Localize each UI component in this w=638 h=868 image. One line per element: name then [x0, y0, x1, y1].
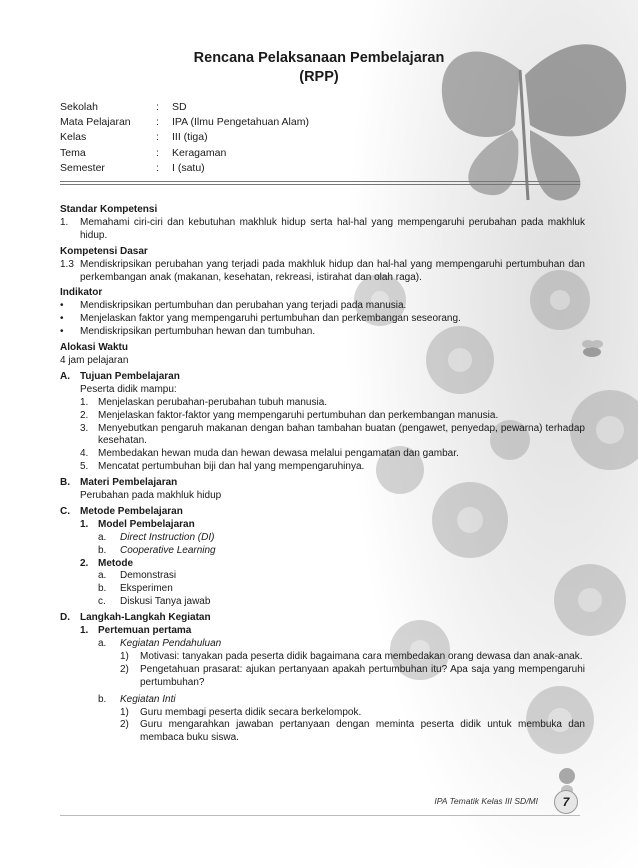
subsection-title: Metode: [98, 557, 133, 569]
info-row: [60, 161, 309, 176]
info-colon: :: [156, 116, 159, 129]
list-item: [98, 570, 585, 583]
section-a-body: [60, 384, 585, 474]
info-value: IPA (Ilmu Pengetahuan Alam): [172, 116, 309, 129]
item-letter: a.: [98, 531, 107, 543]
subsection-heading: [80, 558, 585, 571]
item-number: 1): [120, 650, 129, 662]
section-c-heading: [60, 506, 585, 519]
item-number: 5.: [80, 461, 89, 473]
info-key: Semester: [60, 161, 105, 174]
item-letter: a.: [98, 638, 107, 649]
info-value: I (satu): [172, 161, 205, 174]
item-text: Memahami ciri-ciri dan kebutuhan makhluk hidup serta hal-hal yang mempengaruhi perubahan pada makhluk hidup.: [80, 216, 585, 241]
page-number: 7: [554, 790, 578, 814]
divider: [60, 181, 580, 182]
subsection-heading: [80, 625, 585, 638]
list-item: [98, 532, 585, 545]
item-text: Motivasi: tanyakan pada peserta didik bagaimana cara membedakan orang dewasa dan anak-anak.: [140, 650, 583, 662]
alokasi-text: 4 jam pelajaran: [60, 354, 129, 366]
info-colon: :: [156, 101, 159, 113]
section-a-intro: Peserta didik mampu:: [80, 383, 177, 395]
info-key: Tema: [60, 146, 86, 159]
item-number: 1.: [80, 518, 89, 530]
kompetensi-item: [60, 259, 585, 285]
list-item: [120, 719, 585, 745]
item-number: 2.: [80, 557, 89, 569]
list-item: [80, 423, 585, 449]
bullet: •: [60, 313, 64, 325]
item-text: Guru mengarahkan jawaban pertanyaan dengan meminta peserta didik untuk membuka dan membaca buku siswa.: [140, 719, 585, 744]
item-number: 1.: [80, 625, 89, 637]
subsection-title: Model Pembelajaran: [98, 518, 195, 530]
indikator-item: [60, 300, 585, 313]
info-colon: :: [156, 146, 159, 159]
indikator-heading: Indikator: [60, 287, 103, 299]
section-title: Materi Pembelajaran: [80, 477, 178, 489]
item-letter: b.: [98, 583, 107, 595]
item-letter: c.: [98, 596, 106, 608]
info-row: [60, 130, 309, 145]
item-text: Cooperative Learning: [120, 544, 216, 556]
item-text: Mendiskripsikan perubahan yang terjadi pada makhluk hidup dan hal-hal yang mempengaruhi pertumbuhan dan perkembangan anak (makanan, kesehatan, rekreasi, istirahat dan olah raga).: [80, 258, 585, 283]
list-item: [98, 545, 585, 558]
info-value: Keragaman: [172, 146, 227, 159]
list-item: [80, 448, 585, 461]
item-text: Membedakan hewan muda dan hewan dewasa melalui pengamatan dan gambar.: [98, 448, 459, 460]
info-key: Sekolah: [60, 101, 98, 113]
footer-divider: [60, 815, 580, 816]
section-b-text: Perubahan pada makhluk hidup: [80, 490, 222, 502]
item-number: 1.: [80, 396, 89, 408]
activity-title: Kegiatan Inti: [120, 693, 176, 705]
indikator-item: [60, 326, 585, 339]
section-letter: B.: [60, 477, 70, 489]
item-number: 2): [120, 663, 129, 675]
kompetensi-heading: Kompetensi Dasar: [60, 245, 148, 257]
item-text: Menjelaskan faktor yang mempengaruhi pertumbuhan dan perkembangan seseorang.: [80, 313, 461, 325]
item-text: Eksperimen: [120, 583, 173, 595]
section-title: Langkah-Langkah Kegiatan: [80, 612, 211, 624]
section-letter: D.: [60, 612, 70, 624]
section-letter: A.: [60, 370, 70, 382]
bullet: •: [60, 300, 64, 312]
item-text: Menyebutkan pengaruh makanan dengan bahan tambahan buatan (pengawet, penyedap, pewarna) terhadap kesehatan.: [98, 422, 585, 447]
info-colon: :: [156, 161, 159, 174]
section-a-heading: [60, 371, 585, 384]
item-text: Menjelaskan faktor-faktor yang mempengaruhi pertumbuhan dan perkembangan manusia.: [98, 409, 499, 421]
info-key: Kelas: [60, 131, 87, 144]
info-row: [60, 146, 309, 161]
list-item: [80, 461, 585, 474]
section-d-heading: [60, 612, 585, 625]
list-item: [120, 651, 585, 664]
identity-table: [60, 100, 309, 176]
item-number: 2): [120, 719, 129, 731]
section-title: Tujuan Pembelajaran: [80, 370, 180, 382]
list-item: [98, 596, 585, 609]
list-item: [80, 397, 585, 410]
alokasi-heading: Alokasi Waktu: [60, 342, 128, 354]
section-d-body: [60, 625, 585, 745]
info-value: SD: [172, 101, 187, 113]
item-text: Demonstrasi: [120, 570, 177, 582]
info-row: [60, 115, 309, 130]
item-text: Direct Instruction (DI): [120, 531, 215, 543]
item-text: Mendiskripsikan pertumbuhan dan perubahan yang terjadi pada manusia.: [80, 300, 407, 312]
item-text: Pengetahuan prasarat: ajukan pertanyaan apakah pertumbuhan itu? Apa saja yang mempengaruhi pertumbuhan?: [140, 663, 585, 688]
item-number: 2.: [80, 409, 89, 421]
subsection-title: Pertemuan pertama: [98, 625, 192, 637]
document-title: Rencana Pelaksanaan Pembelajaran: [193, 50, 445, 66]
info-value: III (tiga): [172, 131, 208, 144]
item-text: Menjelaskan perubahan-perubahan tubuh manusia.: [98, 396, 328, 408]
item-text: Guru membagi peserta didik secara berkelompok.: [140, 706, 362, 718]
info-key: Mata Pelajaran: [60, 116, 131, 129]
list-item: [98, 583, 585, 596]
item-text: Diskusi Tanya jawab: [120, 596, 211, 608]
item-text: Mendiskripsikan pertumbuhan hewan dan tumbuhan.: [80, 326, 316, 338]
item-letter: b.: [98, 693, 107, 705]
divider: [60, 184, 580, 185]
footer-text: IPA Tematik Kelas III SD/MI: [434, 796, 538, 806]
activity-heading: [98, 694, 585, 707]
item-letter: b.: [98, 544, 107, 556]
list-item: [80, 410, 585, 423]
item-number: 3.: [80, 422, 89, 434]
activity-title: Kegiatan Pendahuluan: [120, 638, 222, 649]
item-number: 1.: [60, 216, 69, 228]
section-letter: C.: [60, 505, 70, 517]
item-text: Mencatat pertumbuhan biji dan hal yang mempengaruhinya.: [98, 461, 365, 473]
document-subtitle: (RPP): [299, 69, 339, 85]
subsection-heading: [80, 519, 585, 532]
item-number: 1.3: [60, 258, 74, 270]
list-item: [120, 707, 585, 720]
standar-item: [60, 217, 585, 243]
activity-heading: [98, 638, 585, 651]
section-c-body: [60, 519, 585, 609]
section-title: Metode Pembelajaran: [80, 505, 183, 517]
item-number: 1): [120, 706, 129, 718]
list-item: [120, 664, 585, 690]
indikator-item: [60, 313, 585, 326]
info-colon: :: [156, 131, 159, 144]
item-letter: a.: [98, 570, 107, 582]
bullet: •: [60, 326, 64, 338]
standar-heading: Standar Kompetensi: [60, 204, 158, 215]
section-b-heading: [60, 477, 585, 490]
item-number: 4.: [80, 448, 89, 460]
info-row: [60, 100, 309, 115]
rpp-body: [60, 204, 585, 745]
